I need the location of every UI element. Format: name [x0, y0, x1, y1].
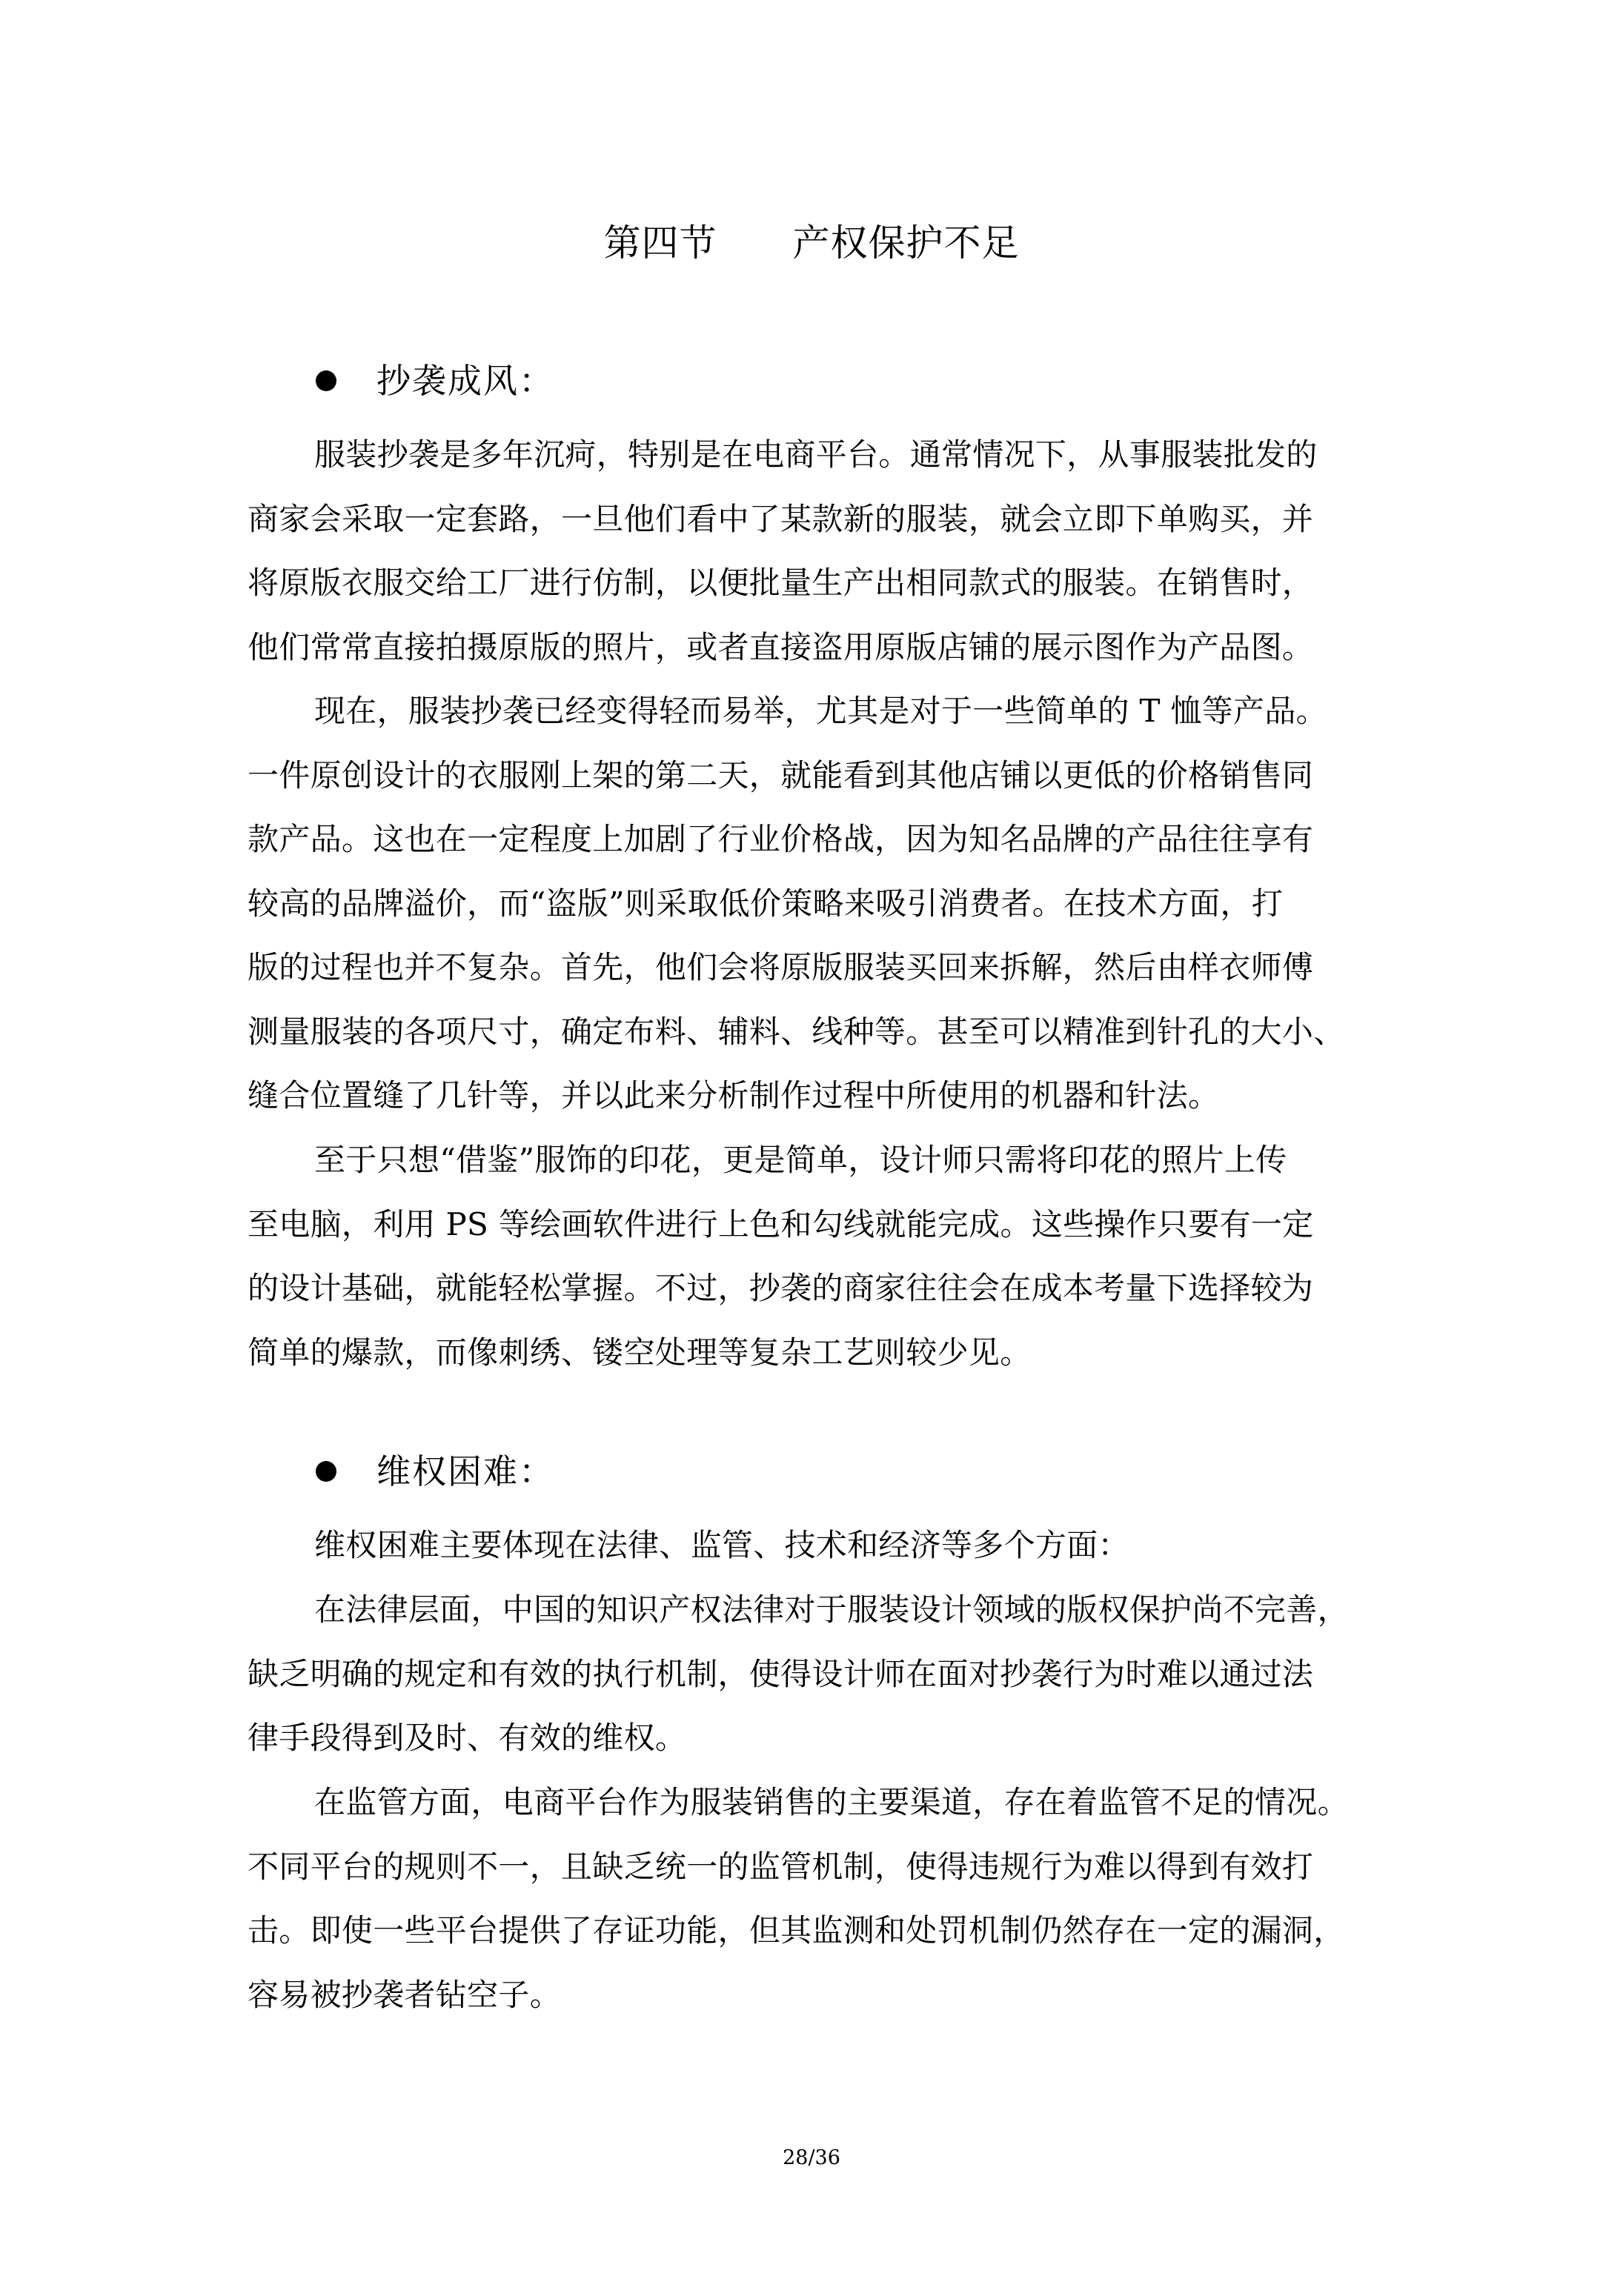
bullet-heading-rights-protection — [316, 1449, 554, 1494]
text-line: 较高的品牌溢价，而“盗版”则采取低价策略来吸引消费者。在技术方面，打 — [248, 885, 1284, 922]
text-line: 至于只想“借鉴”服饰的印花，更是简单，设计师只需将印花的照片上传 — [314, 1142, 1287, 1178]
text-line: 容易被抄袭者钻空子。 — [248, 1976, 562, 2013]
page-number: 28/36 — [783, 2146, 840, 2169]
text-line: 版的过程也并不复杂。首先，他们会将原版服装买回来拆解，然后由样衣师傅 — [248, 949, 1314, 985]
heading-text: 抄袭成风： — [376, 361, 554, 401]
text-line: 将原版衣服交给工厂进行仿制，以便批量生产出相同款式的服装。在销售时， — [248, 565, 1314, 601]
text-line: 击。即使一些平台提供了存证功能，但其监测和处罚机制仍然存在一定的漏洞， — [248, 1912, 1345, 1949]
text-line: 维权困难主要体现在法律、监管、技术和经济等多个方面： — [314, 1527, 1129, 1563]
text-line: 简单的爆款，而像刺绣、镂空处理等复杂工艺则较少见。 — [248, 1334, 1032, 1371]
text-line: 款产品。这也在一定程度上加剧了行业价格战，因为知名品牌的产品往往享有 — [248, 821, 1314, 857]
text-line: 一件原创设计的衣服刚上架的第二天，就能看到其他店铺以更低的价格销售同 — [248, 756, 1314, 793]
text-line: 的设计基础，就能轻松掌握。不过，抄袭的商家往往会在成本考量下选择较为 — [248, 1270, 1314, 1306]
text-line: 商家会采取一定套路，一旦他们看中了某款新的服装，就会立即下单购买，并 — [248, 500, 1314, 537]
text-line: 在监管方面，电商平台作为服装销售的主要渠道，存在着监管不足的情况。 — [314, 1784, 1349, 1820]
paragraph — [248, 1578, 1380, 1771]
text-line: 服装抄袭是多年沉疴，特别是在电商平台。通常情况下，从事服装批发的 — [314, 436, 1318, 473]
section-title: 第四节 产权保护不足 — [603, 222, 1020, 264]
text-line: 现在，服装抄袭已经变得轻而易举，尤其是对于一些简单的 T 恤等产品。 — [314, 693, 1327, 729]
text-line: 在法律层面，中国的知识产权法律对于服装设计领域的版权保护尚不完善， — [314, 1591, 1349, 1628]
paragraph — [248, 1128, 1380, 1385]
paragraph — [248, 679, 1380, 1128]
paragraph — [248, 423, 1380, 679]
text-line: 缺乏明确的规定和有效的执行机制，使得设计师在面对抄袭行为时难以通过法 — [248, 1655, 1314, 1692]
bullet-heading-plagiarism — [316, 359, 554, 403]
bullet-dot-icon — [316, 370, 336, 391]
text-line: 测量服装的各项尺寸，确定布料、辅料、线种等。甚至可以精准到针孔的大小、 — [248, 1013, 1345, 1050]
text-line: 缝合位置缝了几针等，并以此来分析制作过程中所使用的机器和针法。 — [248, 1077, 1220, 1114]
text-line: 他们常常直接拍摄原版的照片，或者直接盗用原版店铺的展示图作为产品图。 — [248, 628, 1314, 665]
text-line: 不同平台的规则不一，且缺乏统一的监管机制，使得违规行为难以得到有效打 — [248, 1848, 1314, 1885]
text-line: 至电脑，利用 PS 等绘画软件进行上色和勾线就能完成。这些操作只要有一定 — [248, 1205, 1314, 1242]
heading-text: 维权困难： — [376, 1451, 554, 1491]
bullet-dot-icon — [316, 1461, 336, 1482]
text-line: 律手段得到及时、有效的维权。 — [248, 1720, 687, 1756]
paragraph — [248, 1771, 1380, 2027]
paragraph — [248, 1514, 1380, 1578]
